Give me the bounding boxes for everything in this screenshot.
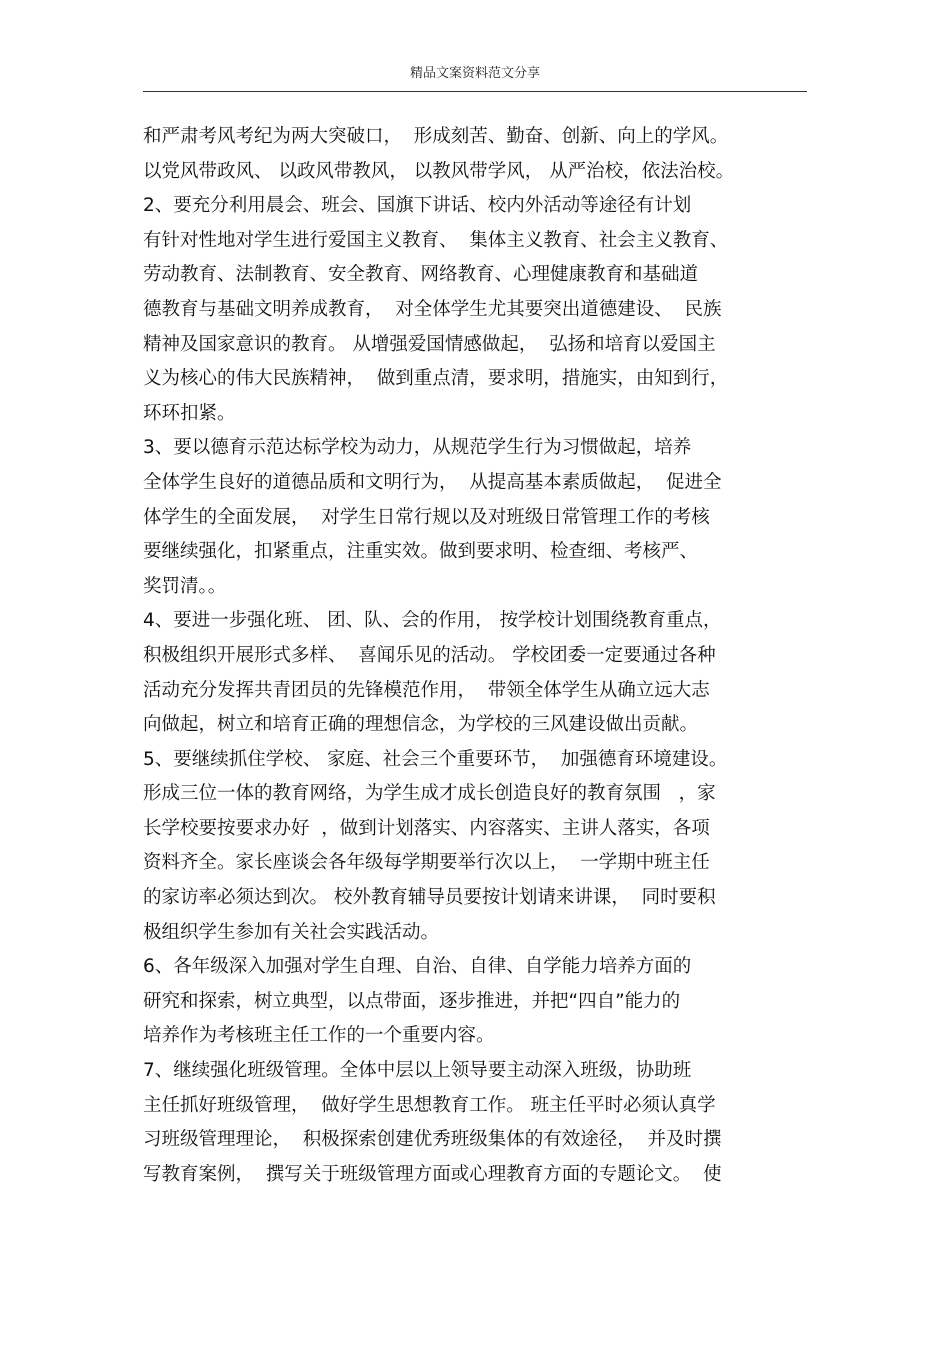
text-line: 极组织学生参加有关社会实践活动。 — [143, 921, 440, 943]
text-line: 体学生的全面发展， 对学生日常行规以及对班级日常管理工作的考核 — [143, 506, 710, 528]
text-line: 以党风带政风、 以政风带教风， 以教风带学风， 从严治校，依法治校。 — [143, 160, 735, 182]
text-line: 2、要充分利用晨会、班会、国旗下讲话、校内外活动等途径有计划 — [143, 195, 692, 217]
text-line: 精神及国家意识的教育。 从增强爱国情感做起， 弘扬和培育以爱国主 — [143, 333, 716, 355]
text-line: 德教育与基础文明养成教育， 对全体学生尤其要突出道德建设、 民族 — [143, 298, 722, 320]
text-line: 要继续强化，扣紧重点，注重实效。做到要求明、检查细、考核严、 — [143, 541, 699, 563]
text-line: 长学校要按要求办好 ，做到计划落实、内容落实、主讲人落实，各项 — [143, 817, 710, 839]
text-line: 积极组织开展形式多样、 喜闻乐见的活动。 学校团委一定要通过各种 — [143, 644, 716, 666]
text-line: 6、各年级深入加强对学生自理、自治、自律、自学能力培养方面的 — [143, 956, 692, 978]
text-line: 向做起，树立和培育正确的理想信念，为学校的三风建设做出贡献。 — [143, 714, 699, 736]
text-line: 资料齐全。家长座谈会各年级每学期要举行次以上， 一学期中班主任 — [143, 852, 710, 874]
text-line: 3、要以德育示范达标学校为动力，从规范学生行为习惯做起，培养 — [143, 437, 692, 459]
text-line: 奖罚清。。 — [143, 575, 227, 597]
text-line: 研究和探索，树立典型，以点带面，逐步推进，并把“四自”能力的 — [143, 990, 681, 1012]
text-line: 义为核心的伟大民族精神， 做到重点清，要求明，措施实，由知到行， — [143, 368, 729, 390]
header-divider — [143, 91, 807, 92]
text-line: 活动充分发挥共青团员的先锋模范作用， 带领全体学生从确立远大志 — [143, 679, 710, 701]
text-line: 劳动教育、法制教育、安全教育、网络教育、心理健康教育和基础道 — [143, 264, 699, 286]
text-line: 7、继续强化班级管理。全体中层以上领导要主动深入班级，协助班 — [143, 1060, 692, 1082]
text-line: 和严肃考风考纪为两大突破口， 形成刻苦、勤奋、创新、向上的学风。 — [143, 126, 729, 147]
page-header: 精品文案资料范文分享 — [409, 66, 540, 81]
text-line: 主任抓好班级管理， 做好学生思想教育工作。 班主任平时必须认真学 — [143, 1094, 716, 1116]
body-text — [143, 120, 807, 1192]
text-line: 有针对性地对学生进行爱国主义教育、 集体主义教育、社会主义教育、 — [143, 229, 729, 251]
text-line: 4、要进一步强化班、 团、队、会的作用， 按学校计划围绕教育重点， — [143, 610, 722, 632]
text-line: 形成三位一体的教育网络，为学生成才成长创造良好的教育氛围 ，家 — [143, 783, 716, 805]
text-line: 全体学生良好的道德品质和文明行为， 从提高基本素质做起， 促进全 — [143, 471, 722, 493]
text-line: 5、要继续抓住学校、 家庭、社会三个重要环节， 加强德育环境建设。 — [143, 748, 728, 770]
text-line: 环环扣紧。 — [143, 402, 236, 424]
text-line: 培养作为考核班主任工作的一个重要内容。 — [143, 1025, 495, 1047]
text-line: 的家访率必须达到次。 校外教育辅导员要按计划请来讲课， 同时要积 — [143, 887, 716, 909]
text-line: 习班级管理理论， 积极探索创建优秀班级集体的有效途径， 并及时撰 — [143, 1129, 722, 1151]
text-line: 写教育案例， 撰写关于班级管理方面或心理教育方面的专题论文。 使 — [143, 1163, 722, 1185]
